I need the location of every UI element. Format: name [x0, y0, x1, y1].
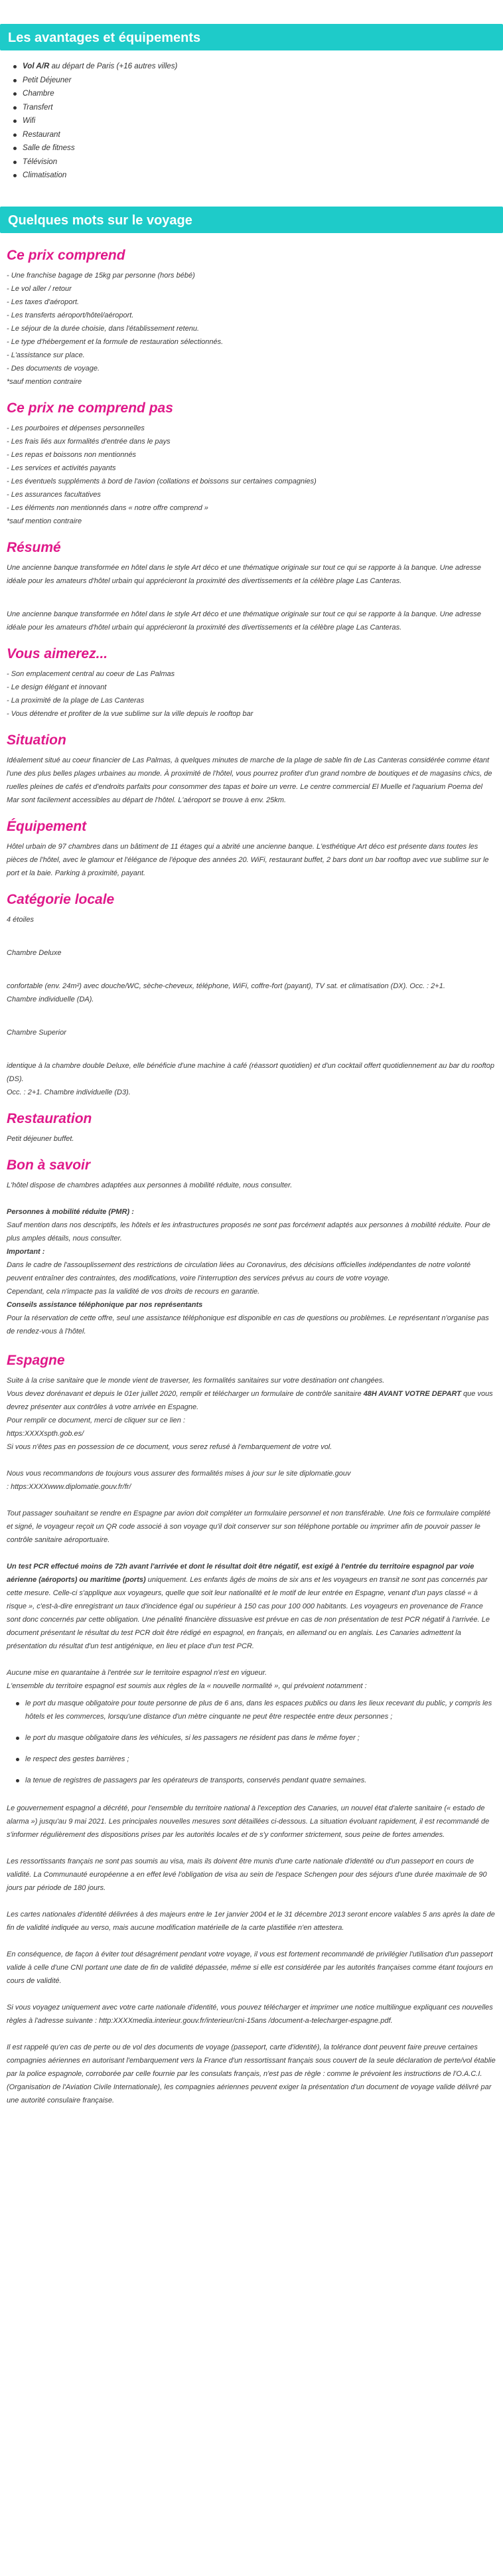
- espagne-rappele: Il est rappelé qu'en cas de perte ou de vol des documents de voyage (passeport, carte d'identité), la tolérance dont peuvent faire preuve certaines compagnies aériennes en autorisant l'embarquement vers la France d'un ressortissant français sous couvert de la seule déclaration de perte/vol établie par la police espagnole, corroborée par celle fournie par les consulats français, n'est pas de règle : comme le prévoient les instructions de l'O.A.C.I. (Organisation de l'Aviation Civile Internationale), les compagnies aériennes peuvent exiger la présentation d'un document de voyage valide délivré par une autorité consulaire française.: [7, 2043, 496, 2104]
- prix-ne-comprend-line: - Les assurances facultatives: [7, 490, 101, 499]
- superior-occupancy: Occ. : 2+1. Chambre individuelle (D3).: [7, 1088, 131, 1096]
- avantages-banner: [0, 24, 503, 50]
- prix-ne-comprend-list: [7, 422, 496, 528]
- resume-heading: Résumé: [7, 539, 61, 555]
- superior-description: identique à la chambre double Deluxe, elle bénéficie d'une machine à café (réassort quotidien) et d'un cocktail offert quotidiennement au bar du rooftop (DS).: [7, 1061, 494, 1083]
- prix-comprend-line: - Les taxes d'aéroport.: [7, 298, 80, 306]
- avantage-item: Vol A/R au départ de Paris (+16 autres villes): [23, 60, 503, 74]
- superior-title: Chambre Superior: [7, 1028, 66, 1037]
- espagne-form-link[interactable]: https:XXXXspth.gob.es/: [7, 1429, 84, 1438]
- avantage-item: Climatisation: [23, 169, 503, 183]
- espagne-rule: le port du masque obligatoire dans les véhicules, si les passagers ne résident pas dans le même foyer ;: [25, 1731, 496, 1745]
- equipement-heading: Équipement: [7, 818, 87, 834]
- prix-ne-comprend-line: - Les éventuels suppléments à bord de l'avion (collations et boissons sur certaines compagnies): [7, 477, 317, 485]
- espagne-consequence: En conséquence, de façon à éviter tout désagrément pendant votre voyage, il vous est fortement recommandé de privilégier l'utilisation d'un passeport valide à celle d'une CNI portant une date de fin de validité dépassée, même si elle est considérée par les autorités françaises comme étant toujours en cours de validité.: [7, 1950, 493, 1985]
- important-paragraph-2: Cependant, cela n'impacte pas la validité de vos droits de recours en garantie.: [7, 1287, 260, 1296]
- avantage-item: Wifi: [23, 114, 503, 128]
- espagne-red-form: Vous devez dorénavant et depuis le 01er juillet 2020, remplir et télécharger un formulaire de contrôle sanitaire 48H AVANT VOTRE DEPART que vous devrez présenter aux contrôles à votre arrivée en Espagne.: [7, 1389, 493, 1411]
- espagne-pcr: Un test PCR effectué moins de 72h avant l'arrivée et dont le résultat doit être négatif, est exigé à l'entrée du territoire espagnol par voie aérienne (aéroports) ou maritime (ports) uniquement. Les enfants âgés de moins de six ans et les voyageurs en transit ne sont pas concernés par cette mesure. Celle-ci s'applique aux voyageurs, quelle que soit leur nationalité et le motif de leur entrée en Espagne, venant d'un pays classé « à risque », c'est-à-dire enregistrant un taux d'incidence égal ou supérieur à 150 cas pour 100 000 habitants. Les voyageurs en provenance de France sont donc concernés par cette obligation. Une pénalité financière dissuasive est prévue en cas de non présentation de test PCR négatif à l'arrivée. Le document présentant le résultat du test PCR doit être rédigé en espagnol, en français, en allemand ou en anglais. Les Canaries admettent la présentation du résultat d'un test antigénique, en lieu et place d'un test PCR.: [7, 1562, 490, 1650]
- prix-ne-comprend-line: - Les frais liés aux formalités d'entrée dans le pays: [7, 437, 171, 446]
- prix-ne-comprend-line: - Les éléments non mentionnés dans « notre offre comprend »: [7, 503, 208, 512]
- avantages-list: [0, 60, 503, 183]
- avantage-item: Salle de fitness: [23, 141, 503, 155]
- deluxe-description: confortable (env. 24m²) avec douche/WC, sèche-cheveux, téléphone, WiFi, coffre-fort (payant), TV sat. et climatisation (DX). Occ. : 2+1.: [7, 982, 445, 990]
- espagne-passager: Tout passager souhaitant se rendre en Espagne par avion doit compléter un formulaire personnel et non transférable. Une fois ce formulaire complété et signé, le voyageur reçoit un QR code associé à son voyage qu'il doit conserver sur son téléphone portable ou imprimer afin de pouvoir passer le contrôle sanitaire aéroportuaire.: [7, 1509, 491, 1544]
- situation-paragraph: Idéalement situé au coeur financier de Las Palmas, à quelques minutes de marche de la plage de sable fin de Las Canteras considérée comme étant l'une des plus belles plages urbaines au monde. À proximité de l'hôtel, vous pourrez profiter d'un grand nombre de boutiques et de magasins chics, de ruelles pleines de cafés et d'endroits parfaits pour consommer des tapas et boire un verre. Le centre commercial El Muelle et l'aquarium Poema del Mar sont facilement accessibles au départ de l'hôtel. L'aéroport se trouve à env. 25km.: [7, 756, 492, 804]
- espagne-heading: Espagne: [7, 1352, 65, 1368]
- aimerez-heading: Vous aimerez...: [7, 645, 108, 661]
- espagne-rules-list: [7, 1697, 496, 1787]
- espagne-diplomatie-text: Nous vous recommandons de toujours vous assurer des formalités mises à jour sur le site diplomatie.gouv: [7, 1469, 351, 1478]
- espagne-gouvernement: Le gouvernement espagnol a décrété, pour l'ensemble du territoire national à l'exception des Canaries, un nouvel état d'alerte sanitaire (« estado de alarma ») jusqu'au 9 mai 2021. Les principales nouvelles mesures sont détaillées ci-dessous. La situation évoluant rapidement, il est recommandé de s'informer régulièrement des dispositions prises par les autorités locales et de s'y conformer strictement, sous peine de fortes amendes.: [7, 1804, 490, 1839]
- avantage-item: Télévision: [23, 155, 503, 169]
- espagne-quarantaine: Aucune mise en quarantaine à l'entrée sur le territoire espagnol n'est en vigueur.: [7, 1668, 267, 1677]
- voyage-title: Quelques mots sur le voyage: [8, 213, 192, 228]
- important-paragraph: Dans le cadre de l'assouplissement des restrictions de circulation liées au Coronavirus, des décisions officielles indépendantes de notre volonté peuvent entraîner des contraintes, des modifications, voire l'interruption des services prévus au cours de votre voyage.: [7, 1260, 471, 1282]
- espagne-rule: le port du masque obligatoire pour toute personne de plus de 6 ans, dans les espaces publics ou dans les lieux recevant du public, y compris les hôtels et les commerces, lorsqu'une distance d'un mètre cinquante ne peut être respectée entre deux personnes ;: [25, 1697, 496, 1723]
- categorie-stars: 4 étoiles: [7, 915, 34, 924]
- important-title: Important :: [7, 1247, 45, 1256]
- avantage-item: Restaurant: [23, 128, 503, 142]
- resume-paragraph: Une ancienne banque transformée en hôtel dans le style Art déco et une thématique originale sur tout ce qui se rapporte à la banque. Une adresse idéale pour les amateurs d'hôtel urbain qui apprécieront la proximité des divertissements et la célèbre plage Las Canteras.: [7, 563, 482, 585]
- deluxe-individual: Chambre individuelle (DA).: [7, 995, 94, 1003]
- espagne-red-refuse: Si vous n'êtes pas en possession de ce document, vous serez refusé à l'embarquement de votre vol.: [7, 1442, 332, 1451]
- prix-comprend-line: - Les transferts aéroport/hôtel/aéroport.: [7, 311, 134, 319]
- prix-ne-comprend-line: *sauf mention contraire: [7, 517, 82, 525]
- bon-savoir-heading: Bon à savoir: [7, 1157, 91, 1173]
- aimerez-line: - Son emplacement central au coeur de Las Palmas: [7, 669, 175, 678]
- equipement-paragraph: Hôtel urbain de 97 chambres dans un bâtiment de 11 étages qui a abrité une ancienne banque. L'esthétique Art déco est présente dans toutes les pièces de l'hôtel, avec le glamour et l'élégance de l'époque des années 20. WiFi, restaurant buffet, 2 bars dont un bar rooftop avec vue sublime sur le port et la baie. Parking à proximité, payant.: [7, 842, 489, 877]
- avantage-item: Transfert: [23, 101, 503, 115]
- pmr-title: Personnes à mobilité réduite (PMR) :: [7, 1207, 134, 1216]
- bon-savoir-paragraph: L'hôtel dispose de chambres adaptées aux personnes à mobilité réduite, nous consulter.: [7, 1181, 293, 1189]
- prix-comprend-line: - Une franchise bagage de 15kg par personne (hors bébé): [7, 271, 195, 280]
- situation-heading: Situation: [7, 732, 66, 748]
- espagne-cartes: Les cartes nationales d'identité délivrées à des majeurs entre le 1er janvier 2004 et le 31 décembre 2013 seront encore valables 5 ans après la date de fin de validité indiquée au verso, mais aucune modification matérielle de la carte plastifiée n'en attestera.: [7, 1910, 495, 1932]
- prix-comprend-line: - L'assistance sur place.: [7, 351, 85, 359]
- voyage-content: [0, 248, 503, 2107]
- espagne-ensemble: L'ensemble du territoire espagnol est soumis aux règles de la « nouvelle normalité », qui prévoient notamment :: [7, 1681, 367, 1690]
- avantage-item: Chambre: [23, 87, 503, 101]
- voyage-banner: [0, 207, 503, 233]
- prix-ne-comprend-line: - Les repas et boissons non mentionnés: [7, 450, 137, 459]
- pmr-paragraph: Sauf mention dans nos descriptifs, les hôtels et les infrastructures proposés ne sont pas forcément adaptés aux personnes à mobilité réduite. Pour de plus amples détails, nous consulter.: [7, 1221, 490, 1243]
- aimerez-line: - Le design élégant et innovant: [7, 683, 107, 691]
- categorie-heading: Catégorie locale: [7, 891, 115, 907]
- aimerez-line: - Vous détendre et profiter de la vue sublime sur la ville depuis le rooftop bar: [7, 709, 253, 718]
- espagne-red-click: Pour remplir ce document, merci de cliquer sur ce lien :: [7, 1416, 185, 1424]
- conseils-paragraph: Pour la réservation de cette offre, seul une assistance téléphonique est disponible en cas de questions ou problèmes. Le représentant n'organise pas de rendez-vous à l'hôtel.: [7, 1314, 489, 1335]
- prix-comprend-list: [7, 269, 496, 388]
- avantage-item: Petit Déjeuner: [23, 74, 503, 88]
- prix-comprend-line: - Le type d'hébergement et la formule de restauration sélectionnés.: [7, 337, 224, 346]
- prix-comprend-line: - Le vol aller / retour: [7, 284, 72, 293]
- espagne-rule: le respect des gestes barrières ;: [25, 1753, 496, 1766]
- prix-comprend-heading: Ce prix comprend: [7, 247, 125, 263]
- prix-ne-comprend-line: - Les services et activités payants: [7, 464, 116, 472]
- espagne-red-notice: Suite à la crise sanitaire que le monde vient de traverser, les formalités sanitaires sur votre destination ont changées.: [7, 1376, 385, 1385]
- avantages-title: Les avantages et équipements: [8, 31, 201, 45]
- espagne-ressortissants: Les ressortissants français ne sont pas soumis au visa, mais ils doivent être munis d'une carte nationale d'identité ou d'un passeport en cours de validité. La Communauté européenne a en effet levé l'obligation de visa au sein de l'espace Schengen pour des séjours d'une durée maximale de 90 jours par période de 180 jours.: [7, 1857, 487, 1892]
- prix-ne-comprend-heading: Ce prix ne comprend pas: [7, 400, 173, 416]
- espagne-diplomatie-link[interactable]: : https:XXXXwww.diplomatie.gouv.fr/fr/: [7, 1482, 131, 1491]
- espagne-rule: la tenue de registres de passagers par les opérateurs de transports, conservés pendant quatre semaines.: [25, 1774, 496, 1787]
- aimerez-list: [7, 667, 496, 721]
- page: [0, 24, 503, 2127]
- espagne-voyagez: Si vous voyagez uniquement avec votre carte nationale d'identité, vous pouvez télécharger et imprimer une notice multilingue expliquant ces nouvelles règles à l'adresse suivante : http:XXXXmedia.interieur.gouv.fr/interieur/cni-15ans /document-a-telecharger-espagne.pdf.: [7, 2003, 493, 2025]
- prix-ne-comprend-line: - Les pourboires et dépenses personnelles: [7, 424, 145, 432]
- conseils-title: Conseils assistance téléphonique par nos représentants: [7, 1300, 203, 1309]
- restauration-paragraph: Petit déjeuner buffet.: [7, 1134, 74, 1143]
- aimerez-line: - La proximité de la plage de Las Canteras: [7, 696, 145, 705]
- deluxe-title: Chambre Deluxe: [7, 948, 62, 957]
- prix-comprend-line: *sauf mention contraire: [7, 377, 82, 386]
- prix-comprend-line: - Le séjour de la durée choisie, dans l'établissement retenu.: [7, 324, 200, 333]
- prix-comprend-line: - Des documents de voyage.: [7, 364, 100, 373]
- restauration-heading: Restauration: [7, 1110, 92, 1126]
- resume-paragraph: Une ancienne banque transformée en hôtel dans le style Art déco et une thématique originale sur tout ce qui se rapporte à la banque. Une adresse idéale pour les amateurs d'hôtel urbain qui apprécieront la proximité des divertissements et la célèbre plage Las Canteras.: [7, 610, 482, 632]
